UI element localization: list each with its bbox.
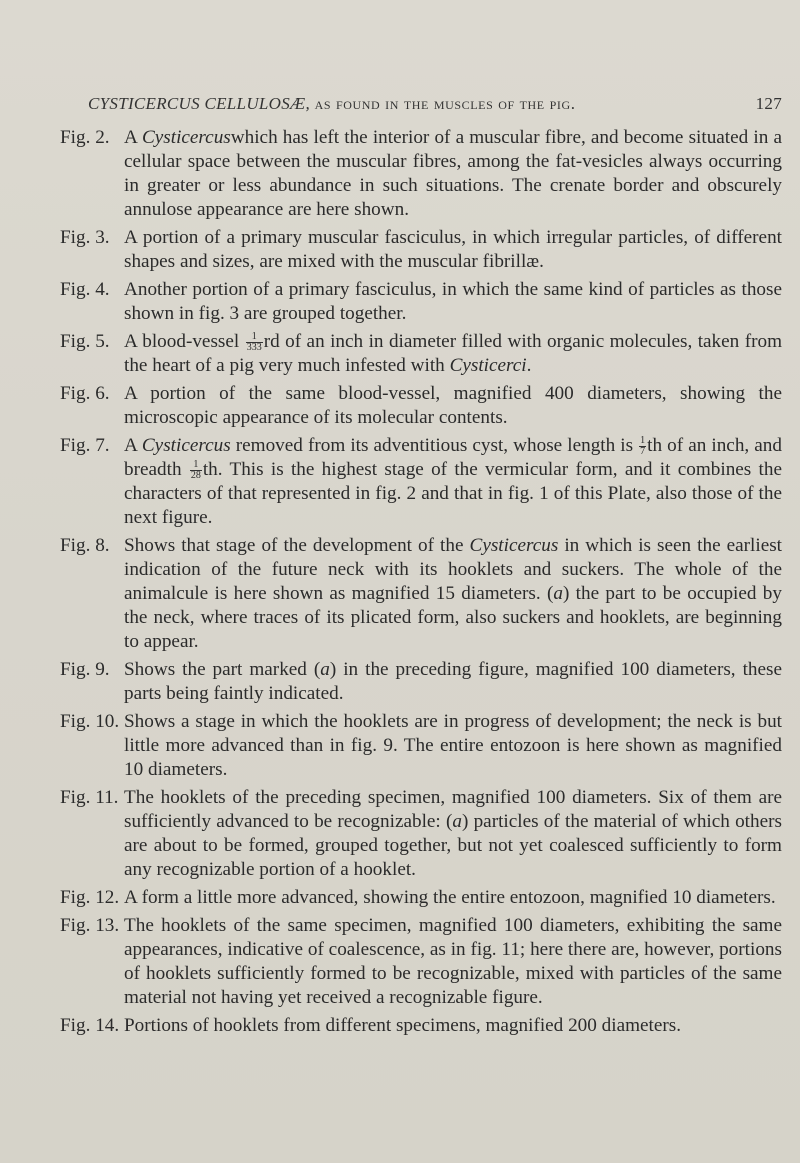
figure-entry xyxy=(60,710,782,782)
figure-label: Fig. 11. xyxy=(60,787,119,808)
figure-description: The hooklets of the same specimen, magnified 100 diameters, exhibiting the same appearances, indicative of coalescence, as in fig. 11; here there are, however, portions of hooklets sufficiently formed to be recognizable, mixed with particles of the same material not having yet received a recognizable figure. xyxy=(124,915,782,1008)
figure-entry xyxy=(60,886,782,910)
figure-description: A portion of the same blood-vessel, magnified 400 diameters, showing the microscopic appearance of its molecular contents. xyxy=(124,383,782,428)
figure-description: Shows that stage of the development of the Cysticercus in which is seen the earliest indication of the future neck with its hooklets and suckers. The whole of the animalcule is here shown as magnified 15 diameters. (a) the part to be occupied by the neck, where traces of its plicated form, also suckers and hooklets, are beginning to appear. xyxy=(124,535,783,652)
figure-entry xyxy=(60,786,782,882)
figure-entry xyxy=(60,658,782,706)
figure-entry xyxy=(60,1014,782,1038)
figure-entry xyxy=(60,534,782,654)
figure-description: Shows a stage in which the hooklets are in progress of development; the neck is but little more advanced than in fig. 9. The entire entozoon is here shown as magnified 10 diameters. xyxy=(124,711,782,780)
figure-label: Fig. 9. xyxy=(60,659,110,680)
page-number: 127 xyxy=(755,94,782,113)
figure-descriptions xyxy=(60,126,782,1042)
figure-label: Fig. 5. xyxy=(60,331,110,352)
figure-label: Fig. 4. xyxy=(60,279,110,300)
running-header xyxy=(88,94,788,114)
figure-label: Fig. 3. xyxy=(60,227,110,248)
figure-label: Fig. 10. xyxy=(60,711,120,732)
figure-description: A Cysticercuswhich has left the interior of a muscular fibre, and become situated in a cellular space between the muscular fibres, among the fat-vesicles always occurring in greater or less abundance in such situations. The crenate border and obscurely annulose appearance are here shown. xyxy=(124,127,782,220)
fraction: $\frac{1}{28}$ xyxy=(190,459,201,482)
figure-entry xyxy=(60,330,782,378)
figure-description: Another portion of a primary fasciculus, in which the same kind of particles as those shown in fig. 3 are grouped together. xyxy=(124,279,782,324)
figure-description: Portions of hooklets from different specimens, magnified 200 diameters. xyxy=(124,1015,682,1036)
fraction: $\frac{1}{7}$ xyxy=(640,435,646,458)
figure-label: Fig. 12. xyxy=(60,887,120,908)
header-title-species: CYSTICERCUS CELLULOSÆ, xyxy=(88,94,310,113)
figure-description: A portion of a primary muscular fasciculus, in which irregular particles, of different shapes and sizes, are mixed with the muscular fibrillæ. xyxy=(124,227,782,272)
figure-description: The hooklets of the preceding specimen, magnified 100 diameters. Six of them are sufficiently advanced to be recognizable: (a) particles of the material of which others are about to be formed, grouped together, but not yet coalesced sufficiently to form any recognizable portion of a hooklet. xyxy=(124,787,782,880)
figure-description: A blood-vessel $\frac{1}{333}$ rd of an inch in diameter filled with organic molecules, taken from the heart of a pig very much infested with Cysticerci. xyxy=(124,331,782,376)
figure-entry xyxy=(60,226,782,274)
figure-entry xyxy=(60,914,782,1010)
figure-entry xyxy=(60,382,782,430)
figure-label: Fig. 8. xyxy=(60,535,110,556)
figure-label: Fig. 6. xyxy=(60,383,110,404)
figure-description: Shows the part marked (a) in the preceding figure, magnified 100 diameters, these parts being faintly indicated. xyxy=(124,659,782,704)
figure-entry xyxy=(60,126,782,222)
figure-label: Fig. 14. xyxy=(60,1015,120,1036)
figure-label: Fig. 13. xyxy=(60,915,120,936)
figure-entry xyxy=(60,278,782,326)
figure-description: A Cysticercus removed from its adventitious cyst, whose length is $\frac{1}{7}$ th of an inch, and breadth $\frac{1}{28}$ th. This is the highest stage of the vermicular form, and it combines the characters of that represented in fig. 2 and that in fig. 1 of this Plate, also those of the next figure. xyxy=(124,435,782,528)
figure-label: Fig. 7. xyxy=(60,435,110,456)
figure-description: A form a little more advanced, showing the entire entozoon, magnified 10 diameters. xyxy=(124,887,776,908)
fraction: $\frac{1}{333}$ xyxy=(246,331,262,354)
figure-label: Fig. 2. xyxy=(60,127,110,148)
header-title-rest: as found in the muscles of the pig. xyxy=(314,94,576,113)
figure-entry xyxy=(60,434,782,530)
